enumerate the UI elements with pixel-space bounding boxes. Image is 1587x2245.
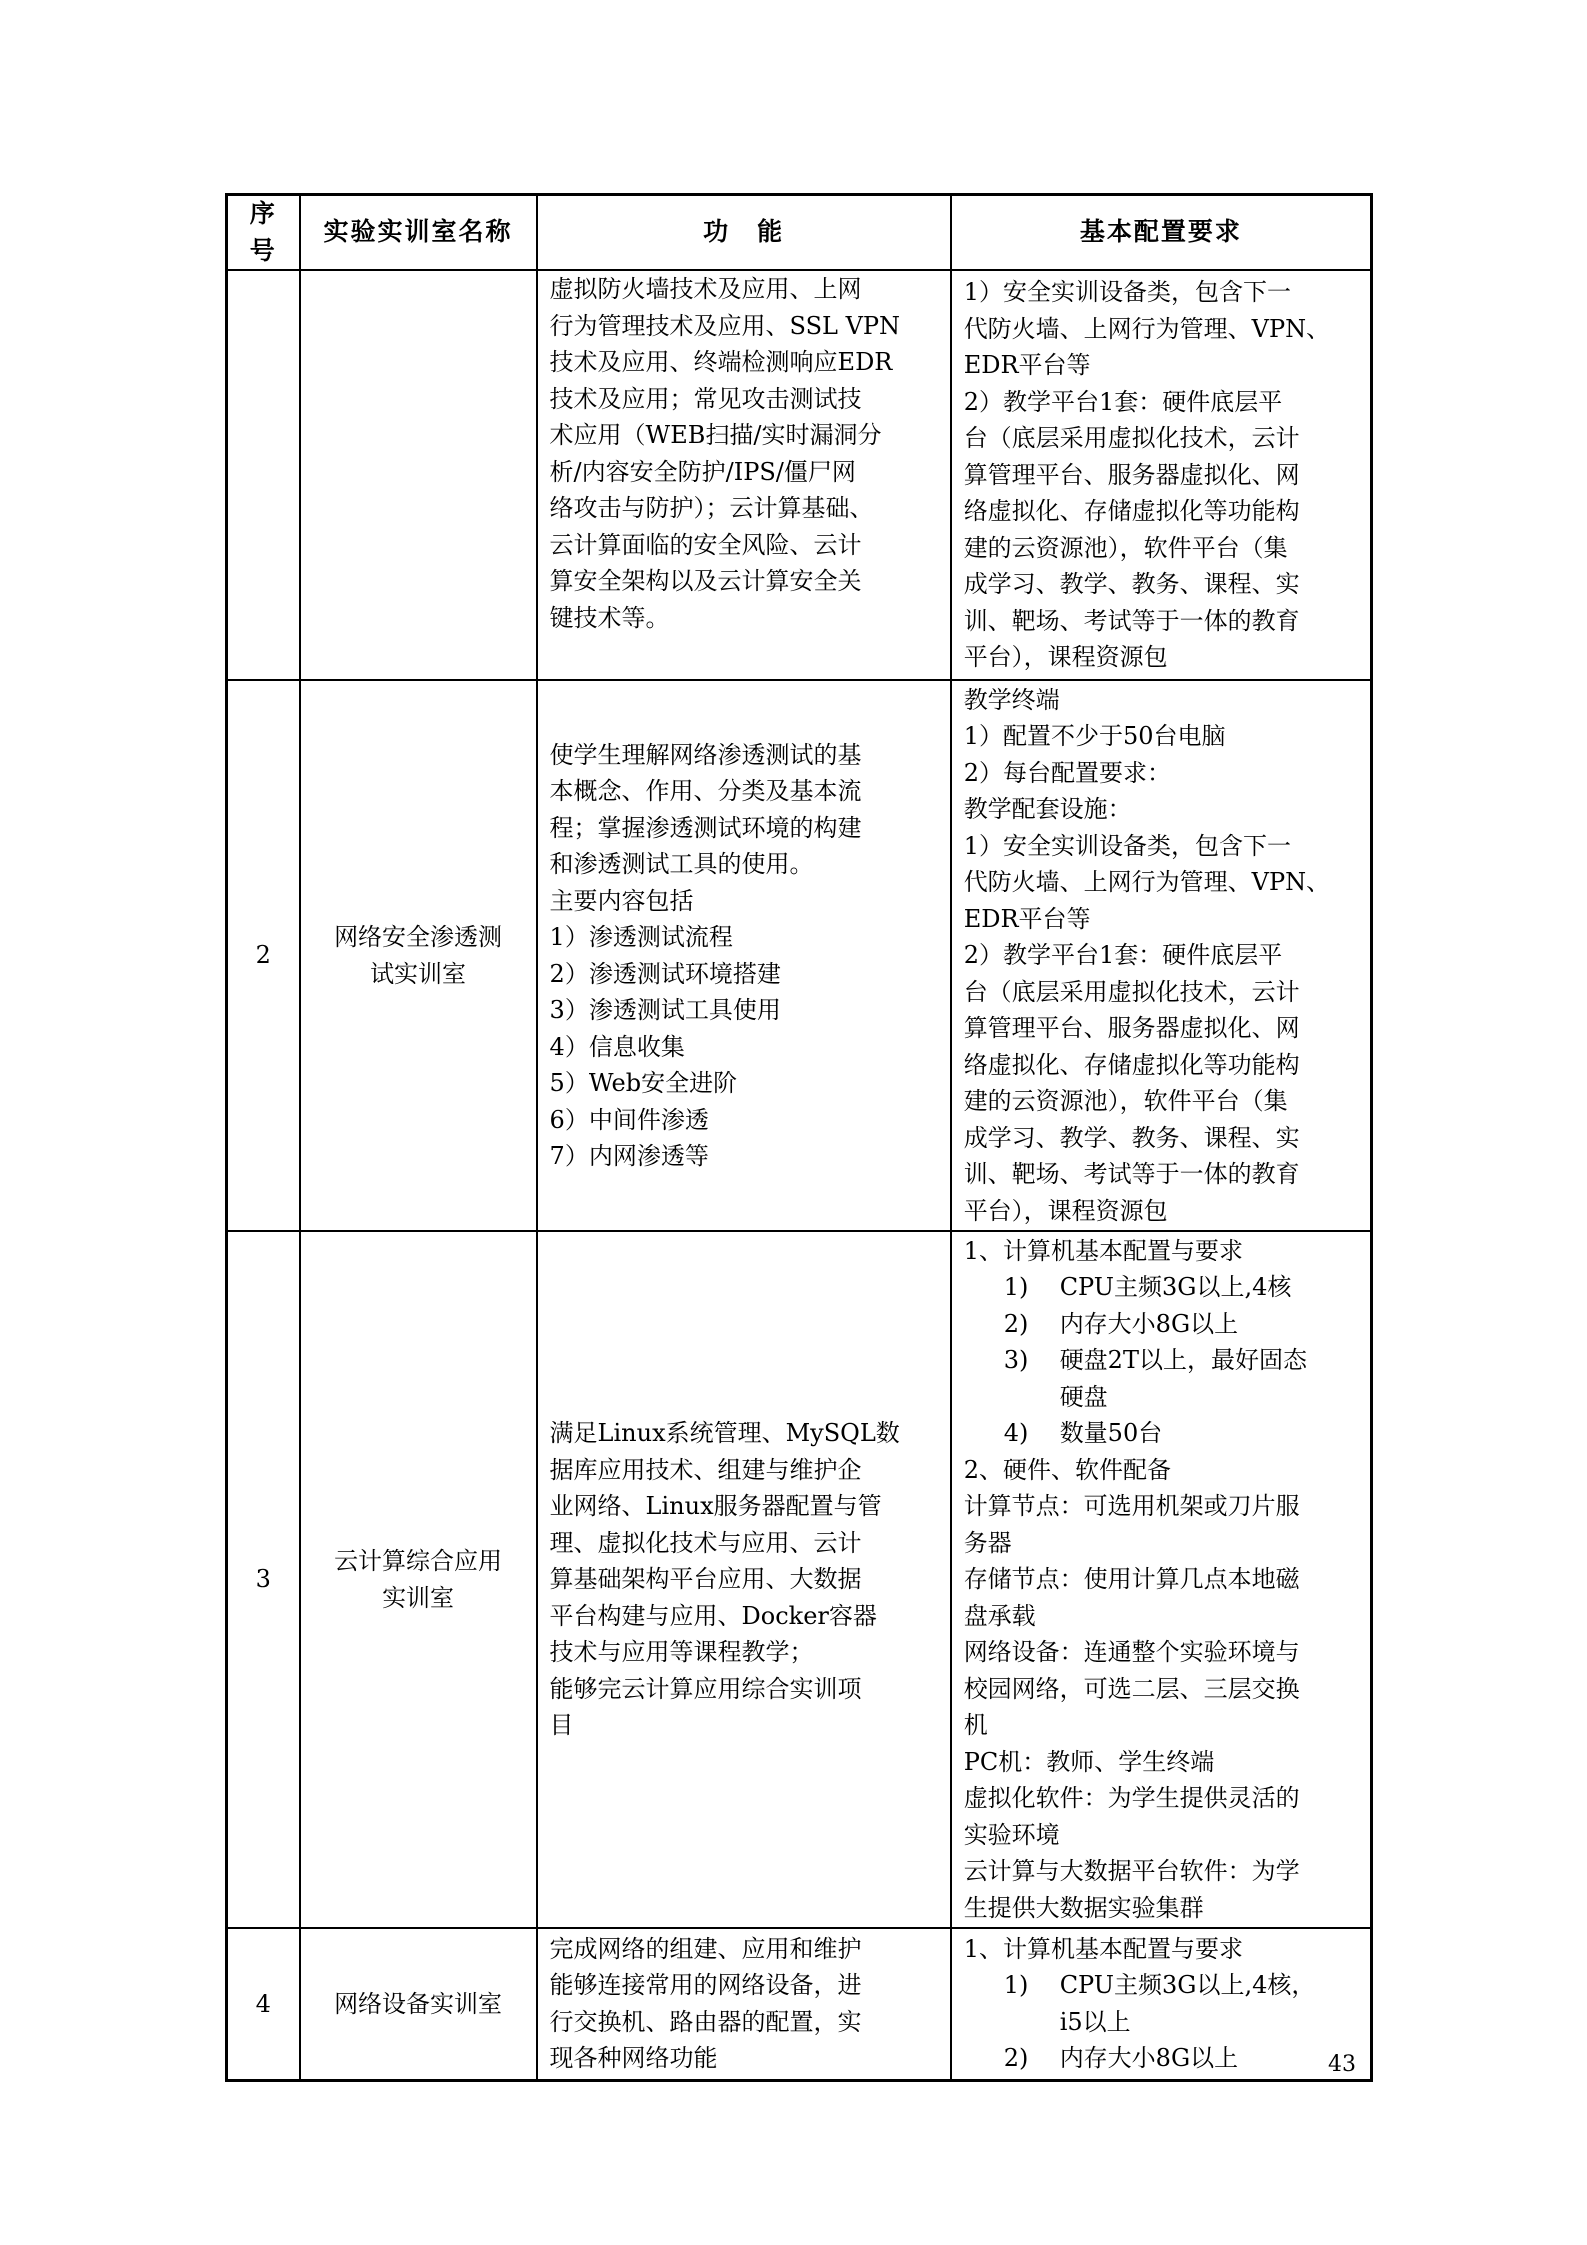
config-list-item <box>964 1967 1358 2004</box>
config-line: 2）教学平台1套：硬件底层平 <box>963 941 1283 970</box>
function-line: 析/内容安全防护/IPS/僵尸网 <box>549 457 856 486</box>
config-line: 建的云资源池），软件平台（集 <box>963 533 1288 562</box>
function-line: 术应用（WEB扫描/实时漏洞分 <box>549 421 882 449</box>
cell-no <box>227 270 300 680</box>
function-line: 技术及应用、终端检测响应EDR <box>549 348 893 376</box>
cell-no: 2 <box>227 680 300 1231</box>
cell-config <box>951 1928 1372 2080</box>
config-line: EDR平台等 <box>963 904 1091 933</box>
function-line: 平台构建与应用、Docker容器 <box>549 1601 877 1630</box>
config-line: 训、靶场、考试等于一体的教育 <box>963 606 1300 635</box>
config-line: 训、靶场、考试等于一体的教育 <box>963 1160 1300 1189</box>
config-line: EDR平台等 <box>963 351 1091 380</box>
cell-function <box>537 270 951 680</box>
list-number: 3) <box>1003 1346 1029 1375</box>
config-line: 教学配套设施： <box>963 795 1132 824</box>
config-line: 教学终端 <box>963 685 1060 714</box>
config-line: 算管理平台、服务器虚拟化、网 <box>963 1014 1300 1043</box>
config-line: 1）安全实训设备类，包含下一 <box>963 831 1291 860</box>
config-line: 虚拟化软件：为学生提供灵活的 <box>963 1784 1300 1813</box>
function-line: 业网络、Linux服务器配置与管 <box>549 1492 882 1521</box>
table-row <box>227 1231 1372 1928</box>
table-row <box>227 1928 1372 2080</box>
config-list-item <box>964 1306 1358 1343</box>
page-number: 43 <box>1328 2052 1356 2077</box>
function-line: 能够连接常用的网络设备，进 <box>549 1971 862 2000</box>
function-line: 能够完云计算应用综合实训项 <box>549 1674 862 1703</box>
function-line: 行交换机、路由器的配置，实 <box>549 2007 862 2036</box>
config-line: 台（底层采用虚拟化技术，云计 <box>963 424 1300 453</box>
function-line: 理、虚拟化技术与应用、云计 <box>549 1528 862 1557</box>
list-text: CPU主频3G以上,4核， <box>1059 1971 1316 2000</box>
list-text: i5以上 <box>1059 2007 1131 2036</box>
cell-lab-name <box>300 680 537 1231</box>
config-list-item <box>964 1269 1358 1306</box>
config-list-item <box>964 2040 1358 2077</box>
lab-name-line: 实训室 <box>382 1583 455 1612</box>
cell-config <box>951 680 1372 1231</box>
config-line: 2）教学平台1套：硬件底层平 <box>963 387 1283 416</box>
function-line: 技术及应用；常见攻击测试技 <box>549 384 862 413</box>
list-text: 内存大小8G以上 <box>1059 1309 1239 1338</box>
function-line: 技术与应用等课程教学； <box>549 1638 814 1667</box>
list-number: 1) <box>1003 1971 1029 2000</box>
config-line: 1）安全实训设备类，包含下一 <box>963 278 1291 307</box>
config-line: 建的云资源池），软件平台（集 <box>963 1087 1288 1116</box>
function-line: 据库应用技术、组建与维护企 <box>549 1455 862 1484</box>
config-line: 2）每台配置要求： <box>963 758 1171 787</box>
function-line: 云计算面临的安全风险、云计 <box>549 530 862 559</box>
config-line: 务器 <box>963 1528 1012 1557</box>
list-number: 4) <box>1003 1419 1029 1448</box>
config-line: 算管理平台、服务器虚拟化、网 <box>963 460 1300 489</box>
list-text: 内存大小8G以上 <box>1059 2044 1239 2073</box>
config-line: 机 <box>963 1711 988 1740</box>
cell-lab-name <box>300 270 537 680</box>
list-text: CPU主频3G以上,4核 <box>1059 1273 1292 1302</box>
function-line: 算基础架构平台应用、大数据 <box>549 1565 862 1594</box>
function-line: 键技术等。 <box>549 603 670 632</box>
list-number: 2) <box>1003 2044 1029 2073</box>
config-list-item <box>964 1379 1358 1416</box>
config-line: 成学习、教学、教务、课程、实 <box>963 570 1300 599</box>
cell-no: 4 <box>227 1928 300 2080</box>
function-line: 4）信息收集 <box>549 1032 685 1061</box>
table-row <box>227 680 1372 1231</box>
config-list-item <box>964 2004 1358 2041</box>
lab-name-line: 网络设备实训室 <box>334 1989 503 2018</box>
function-line: 1）渗透测试流程 <box>549 923 733 951</box>
function-line: 6）中间件渗透 <box>549 1105 709 1134</box>
function-line: 满足Linux系统管理、MySQL数 <box>549 1419 900 1448</box>
config-line: 生提供大数据实验集群 <box>963 1893 1204 1922</box>
cell-lab-name <box>300 1231 537 1928</box>
cell-config <box>951 1231 1372 1928</box>
list-text: 数量50台 <box>1059 1419 1163 1448</box>
config-line: PC机：教师、学生终端 <box>963 1747 1215 1776</box>
function-line: 目 <box>549 1711 574 1740</box>
config-line: 1）配置不少于50台电脑 <box>963 722 1226 751</box>
function-line: 使学生理解网络渗透测试的基 <box>549 740 862 769</box>
function-line: 本概念、作用、分类及基本流 <box>549 777 862 805</box>
list-number: 2) <box>1003 1309 1029 1338</box>
function-line: 程；掌握渗透测试环境的构建 <box>549 813 862 842</box>
config-line: 成学习、教学、教务、课程、实 <box>963 1123 1300 1152</box>
config-line: 台（底层采用虚拟化技术，云计 <box>963 977 1300 1006</box>
table-header-row <box>227 195 1372 271</box>
function-line: 7）内网渗透等 <box>549 1142 709 1170</box>
function-line: 络攻击与防护）；云计算基础、 <box>549 494 874 522</box>
config-line: 计算节点：可选用机架或刀片服 <box>963 1492 1300 1521</box>
function-line: 和渗透测试工具的使用。 <box>549 850 814 878</box>
cell-no: 3 <box>227 1231 300 1928</box>
header-no: 序号 <box>227 195 300 271</box>
config-line: 络虚拟化、存储虚拟化等功能构 <box>963 1050 1300 1079</box>
config-line: 代防火墙、上网行为管理、VPN、 <box>963 314 1331 343</box>
config-line: 平台），课程资源包 <box>963 643 1168 672</box>
list-text: 硬盘2T以上，最好固态 <box>1059 1346 1307 1375</box>
lab-name-line: 试实训室 <box>370 959 467 988</box>
table-row <box>227 270 1372 680</box>
config-line: 校园网络，可选二层、三层交换 <box>963 1674 1300 1703</box>
lab-config-table <box>225 193 1373 2082</box>
config-line: 2、硬件、软件配备 <box>963 1455 1171 1484</box>
cell-config <box>951 270 1372 680</box>
cell-function <box>537 680 951 1231</box>
header-function: 功 能 <box>537 195 951 271</box>
function-line: 3）渗透测试工具使用 <box>549 996 781 1024</box>
config-line: 代防火墙、上网行为管理、VPN、 <box>963 868 1331 897</box>
config-line: 实验环境 <box>963 1820 1060 1849</box>
function-line: 2）渗透测试环境搭建 <box>549 959 781 988</box>
config-list-item <box>964 1342 1358 1379</box>
function-line: 算安全架构以及云计算安全关 <box>549 567 862 595</box>
config-line: 盘承载 <box>963 1601 1036 1630</box>
config-heading: 1、计算机基本配置与要求 <box>963 1934 1243 1963</box>
function-line: 5）Web安全进阶 <box>549 1069 738 1097</box>
cell-lab-name <box>300 1928 537 2080</box>
config-list-item <box>964 1415 1358 1452</box>
config-line: 云计算与大数据平台软件：为学 <box>963 1857 1300 1886</box>
function-line: 行为管理技术及应用、SSL VPN <box>549 311 901 340</box>
function-line: 完成网络的组建、应用和维护 <box>549 1934 862 1963</box>
config-line: 络虚拟化、存储虚拟化等功能构 <box>963 497 1300 526</box>
header-config: 基本配置要求 <box>951 195 1372 271</box>
cell-function <box>537 1928 951 2080</box>
list-text: 硬盘 <box>1059 1382 1108 1411</box>
function-line: 虚拟防火墙技术及应用、上网 <box>549 275 862 303</box>
config-line: 网络设备：连通整个实验环境与 <box>963 1638 1300 1667</box>
header-lab-name: 实验实训室名称 <box>300 195 537 271</box>
config-line: 平台），课程资源包 <box>963 1196 1168 1225</box>
config-heading: 1、计算机基本配置与要求 <box>963 1236 1243 1265</box>
lab-name-line: 云计算综合应用 <box>334 1547 503 1575</box>
config-line: 存储节点：使用计算几点本地磁 <box>963 1565 1300 1594</box>
list-number: 1) <box>1003 1273 1029 1302</box>
lab-name-line: 网络安全渗透测 <box>334 923 503 951</box>
function-line: 现各种网络功能 <box>549 2044 718 2073</box>
function-line: 主要内容包括 <box>549 886 694 915</box>
cell-function <box>537 1231 951 1928</box>
